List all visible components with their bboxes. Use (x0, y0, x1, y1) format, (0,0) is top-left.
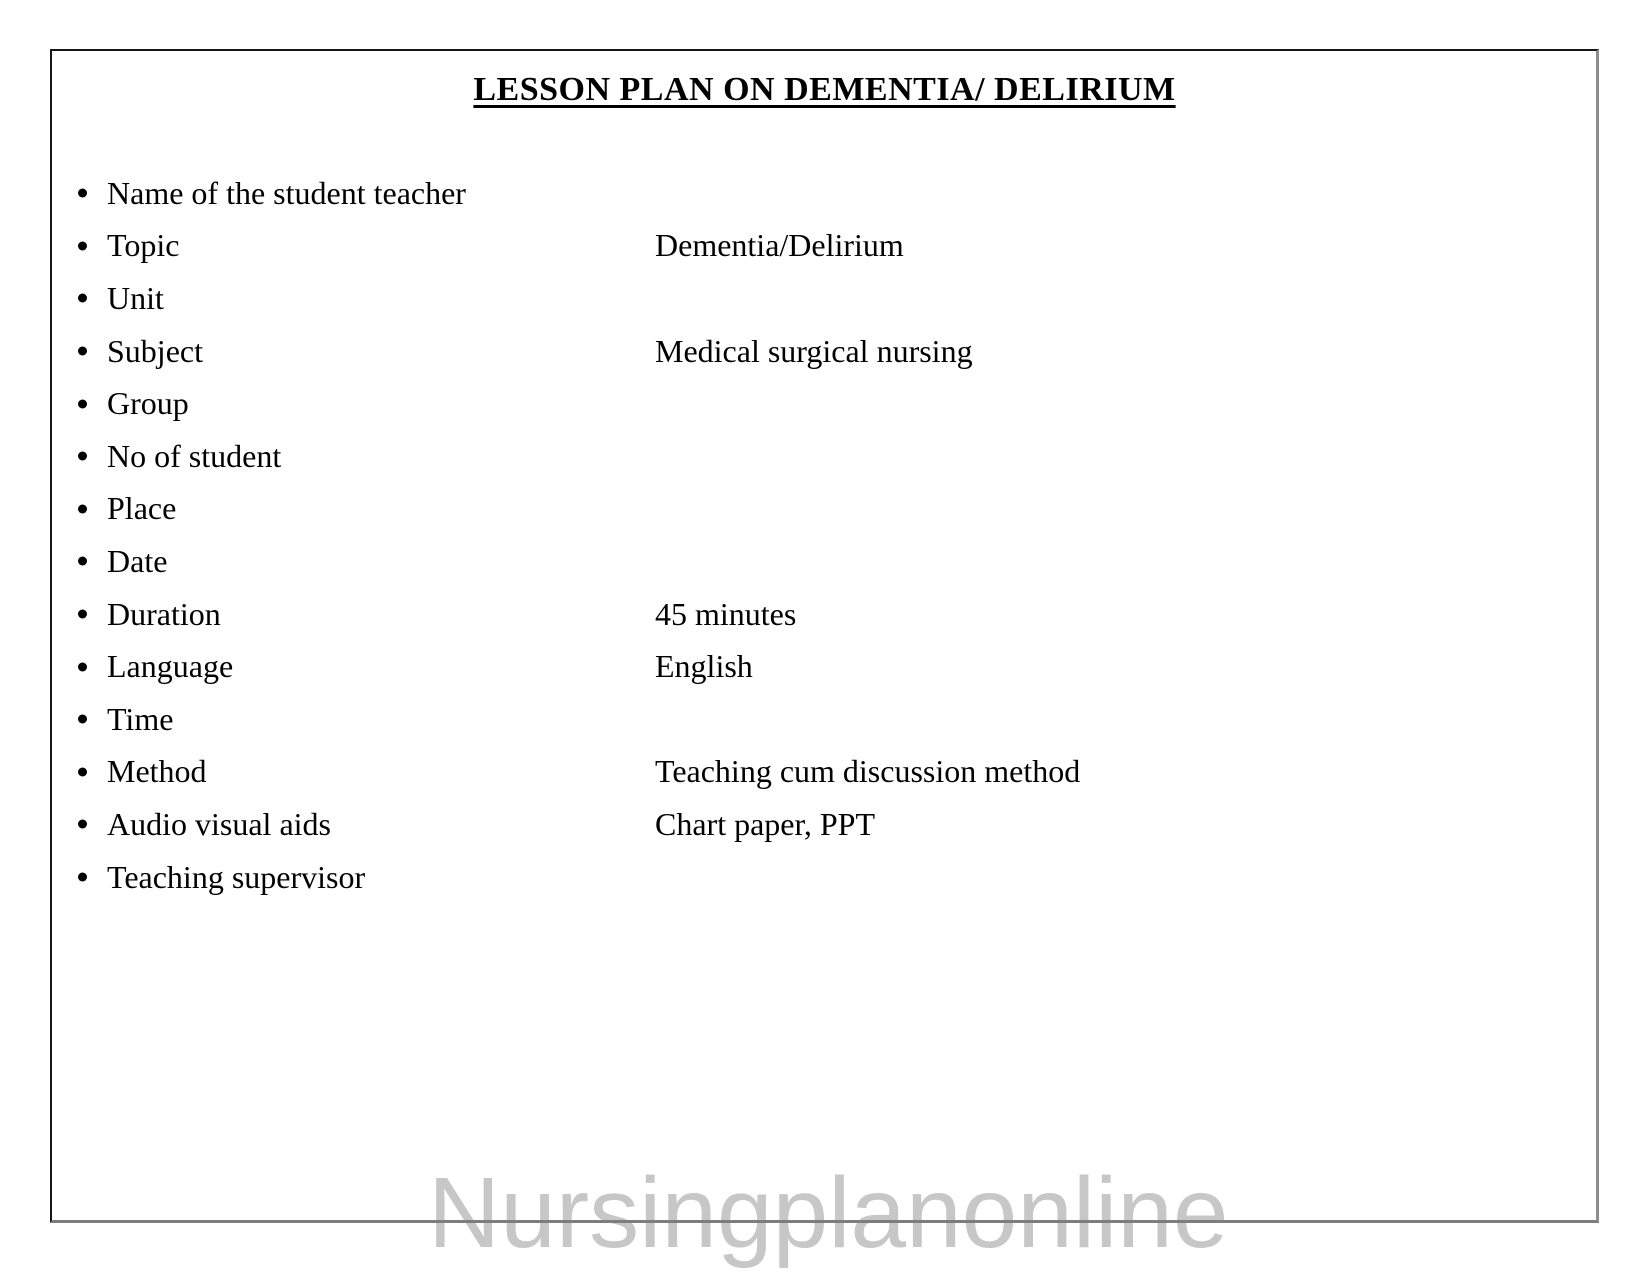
bullet-icon (78, 610, 87, 619)
bullet-icon (78, 715, 87, 724)
field-value: Chart paper, PPT (655, 805, 876, 842)
bullet-icon (78, 399, 87, 408)
list-item (50, 220, 1599, 273)
list-item (50, 851, 1599, 904)
list-item (50, 272, 1599, 325)
field-label: Duration (107, 595, 221, 632)
bullet-icon (78, 241, 87, 250)
bullet-icon (78, 504, 87, 513)
field-label: Place (107, 490, 177, 527)
field-label: Teaching supervisor (107, 858, 366, 895)
list-item (50, 746, 1599, 799)
field-label: Unit (107, 279, 164, 316)
field-value: English (655, 648, 753, 685)
list-item (50, 798, 1599, 851)
field-label: Date (107, 542, 168, 579)
bullet-icon (78, 294, 87, 303)
bullet-icon (78, 767, 87, 776)
field-value: 45 minutes (655, 595, 797, 632)
field-list (50, 167, 1599, 903)
field-label: No of student (107, 437, 282, 474)
list-item (50, 325, 1599, 378)
field-value: Dementia/Delirium (655, 227, 904, 264)
bullet-icon (78, 452, 87, 461)
list-item (50, 588, 1599, 641)
field-label: Name of the student teacher (107, 174, 466, 211)
bullet-icon (78, 347, 87, 356)
list-item (50, 535, 1599, 588)
field-label: Audio visual aids (107, 805, 331, 842)
page-title: LESSON PLAN ON DEMENTIA/ DELIRIUM (473, 71, 1176, 108)
list-item (50, 483, 1599, 536)
watermark-text: Nursingplanonline (428, 1157, 1229, 1269)
bullet-icon (78, 873, 87, 882)
list-item (50, 430, 1599, 483)
field-label: Topic (107, 227, 180, 264)
field-label: Method (107, 753, 207, 790)
list-item (50, 693, 1599, 746)
lesson-plan-page (50, 49, 1599, 1223)
bullet-icon (78, 189, 87, 198)
field-value: Teaching cum discussion method (655, 753, 1081, 790)
bullet-icon (78, 557, 87, 566)
field-label: Language (107, 648, 234, 685)
bullet-icon (78, 662, 87, 671)
list-item (50, 167, 1599, 220)
field-label: Time (107, 700, 174, 737)
field-label: Group (107, 385, 189, 422)
field-label: Subject (107, 332, 203, 369)
bullet-icon (78, 820, 87, 829)
list-item (50, 640, 1599, 693)
list-item (50, 377, 1599, 430)
field-value: Medical surgical nursing (655, 332, 973, 369)
